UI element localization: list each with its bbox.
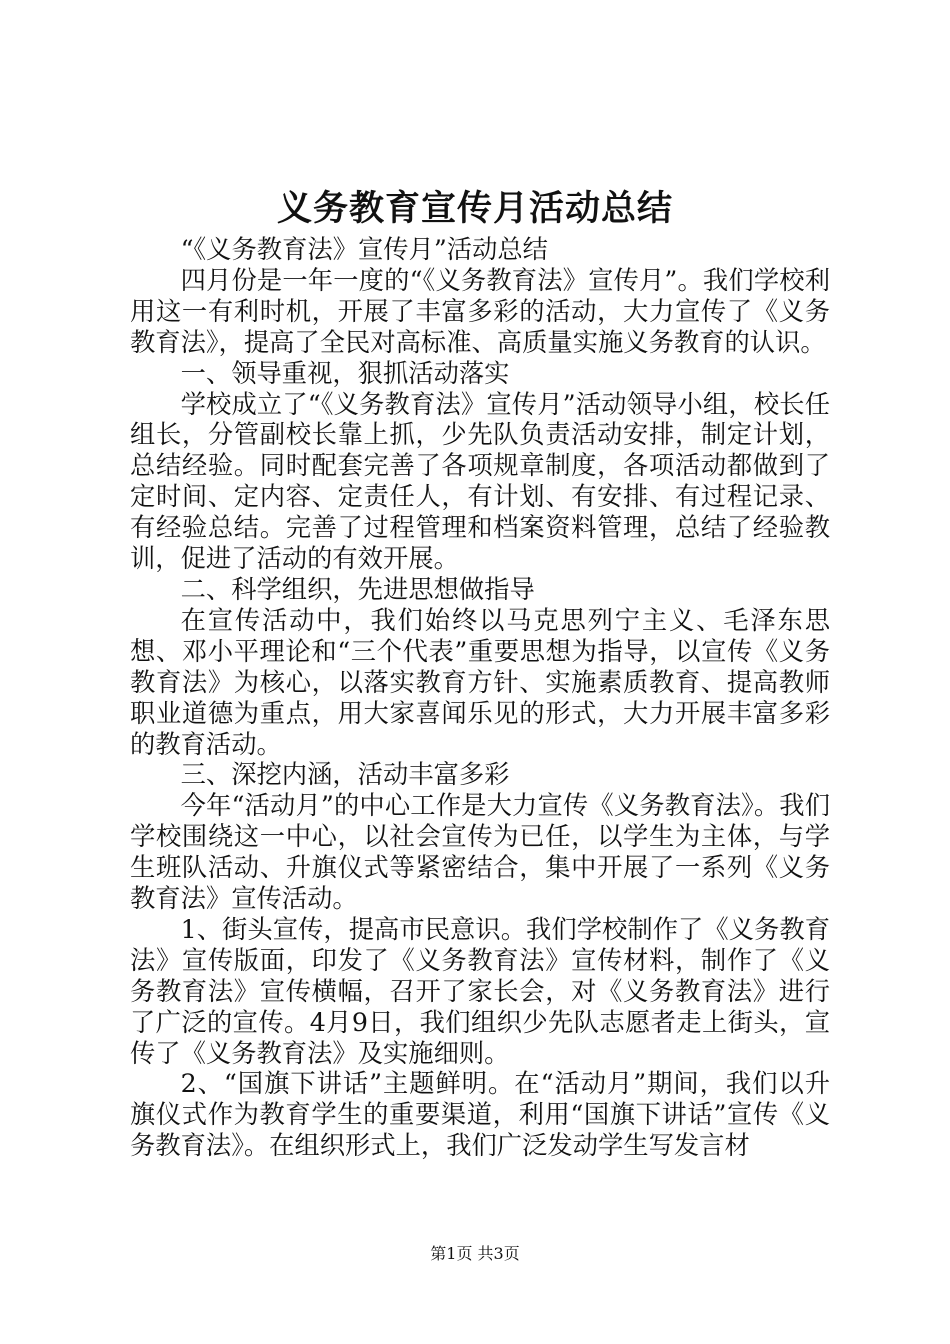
section-paragraph-1: 学校成立了“《义务教育法》宣传月”活动领导小组，校长任组长，分管副校长靠上抓，少先队负责活动安排，制定计划，总结经验。同时配套完善了各项规章制度，各项活动都做到了定时间、定内容、定责任人，有计划、有安排、有过程记录、有经验总结。完善了过程管理和档案资料管理，总结了经验教训，促进了活动的有效开展。 — [130, 389, 830, 574]
intro-paragraph: 四月份是一年一度的“《义务教育法》宣传月”。我们学校利用这一有利时机，开展了丰富多彩的活动，大力宣传了《义务教育法》，提高了全民对高标准、高质量实施义务教育的认识。 — [130, 265, 830, 357]
document-body — [130, 235, 830, 1162]
subtitle-paragraph: “《义务教育法》宣传月”活动总结 — [180, 235, 548, 264]
item-paragraph-1: 1、街头宣传，提高市民意识。我们学校制作了《义务教育法》宣传版面，印发了《义务教育法》宣传材料，制作了《义务教育法》宣传横幅，召开了家长会，对《义务教育法》进行了广泛的宣传。4月9日，我们组织少先队志愿者走上街头，宣传了《义务教育法》及实施细则。 — [130, 914, 830, 1068]
item-paragraph-2: 2、“国旗下讲话”主题鲜明。在“活动月”期间，我们以升旗仪式作为教育学生的重要渠道，利用“国旗下讲话”宣传《义务教育法》。在组织形式上，我们广泛发动学生写发言材 — [130, 1069, 830, 1161]
section-heading-1: 一、领导重视，狠抓活动落实 — [180, 358, 510, 388]
page-footer: 第1页 共3页 — [430, 1244, 520, 1263]
section-paragraph-3: 今年“活动月”的中心工作是大力宣传《义务教育法》。我们学校围绕这一中心，以社会宣传为已任，以学生为主体，与学生班队活动、升旗仪式等紧密结合，集中开展了一系列《义务教育法》宣传活动。 — [130, 791, 830, 914]
section-heading-3: 三、深挖内涵，活动丰富多彩 — [180, 760, 510, 790]
section-paragraph-2: 在宣传活动中，我们始终以马克思列宁主义、毛泽东思想、邓小平理论和“三个代表”重要思想为指导，以宣传《义务教育法》为核心，以落实教育方针、实施素质教育、提高教师职业道德为重点，用大家喜闻乐见的形式，大力开展丰富多彩的教育活动。 — [130, 605, 830, 759]
section-heading-2: 二、科学组织，先进思想做指导 — [180, 574, 535, 604]
document-title: 义务教育宣传月活动总结 — [276, 188, 673, 229]
